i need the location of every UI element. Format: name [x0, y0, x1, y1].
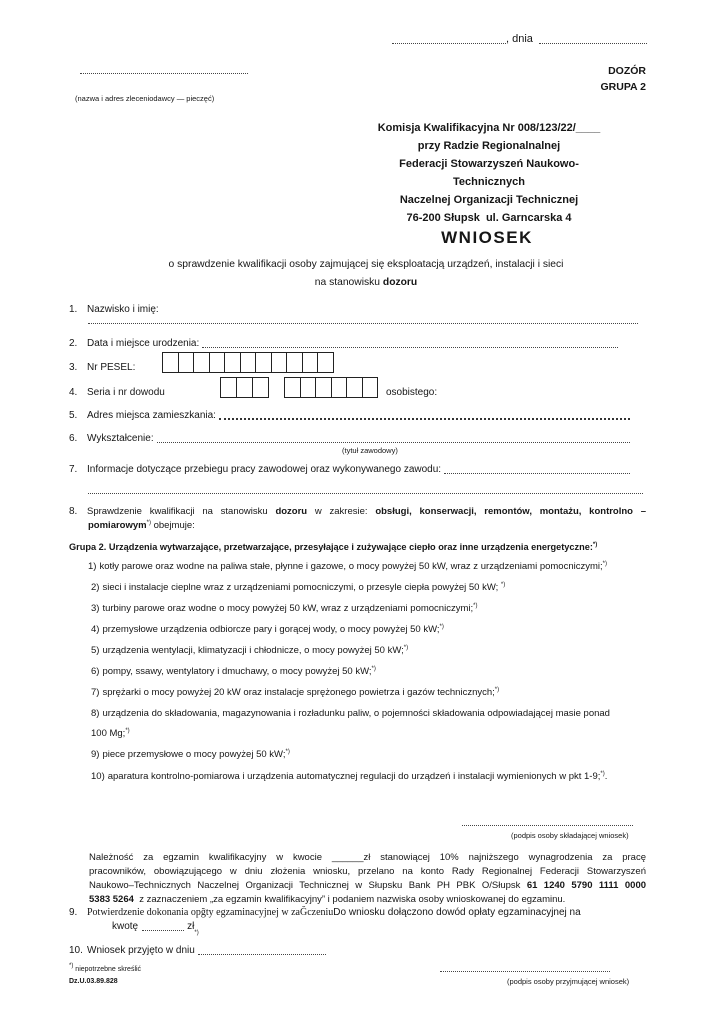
list-text: 100 Mg;	[91, 728, 126, 739]
field-name	[69, 304, 159, 316]
place-blank	[392, 43, 506, 44]
list-text: pompy, ssawy, wentylatory i dmuchawy, o mocy powyżej 50 kW;	[102, 666, 372, 677]
payment-line	[89, 852, 646, 864]
commission-address	[339, 119, 639, 227]
footnote-mark: *)	[285, 749, 290, 755]
list-item	[91, 582, 505, 594]
id-series-boxes	[220, 377, 269, 398]
field-number: 4.	[69, 387, 78, 398]
list-text: piece przemysłowe o mocy powyżej 50 kW;	[102, 749, 286, 760]
commission-line: przy Radzie Regionalnalnej	[417, 140, 561, 152]
date-label: , dnia	[506, 33, 533, 45]
list-tail: .	[604, 771, 608, 782]
footnote-mark: *)	[403, 645, 409, 651]
commission-line: Technicznych	[453, 176, 525, 188]
footnote-mark: *)	[439, 624, 444, 630]
received-date-blank	[198, 954, 326, 955]
field-work	[69, 464, 630, 476]
payment-text: Należność za egzamin kwalifikacyjny w kwocie ______zł stanowiącej 10% najniższego wynagrodzenia za pracę	[89, 852, 646, 863]
list-number: 7)	[91, 687, 100, 698]
list-item	[91, 603, 477, 615]
list-text: przemysłowe urządzenia odbiorcze pary i gorącej wody, o mocy powyżej 50 kW;	[102, 624, 440, 635]
pesel-box	[318, 353, 334, 372]
payment-line	[89, 866, 646, 878]
list-item	[91, 749, 290, 761]
confirmation	[69, 907, 581, 919]
receiver-signature-caption: (podpis osoby przyjmującej wniosek)	[507, 977, 630, 986]
list-item	[88, 561, 607, 573]
id-number-box	[347, 378, 363, 397]
pesel-box	[241, 353, 257, 372]
footnote-mark: *)	[371, 666, 376, 672]
field-label: Wniosek przyjęto w dniu	[87, 945, 195, 956]
list-text: sieci i instalacje cieplne wraz z urządzeniami pomocniczymi, o przesyle ciepła powyżej 50 kW;	[102, 582, 499, 593]
field-label: Nazwisko i imię:	[87, 304, 159, 315]
list-number: 5)	[91, 645, 100, 656]
pesel-box	[287, 353, 303, 372]
group-heading	[69, 541, 597, 553]
list-text: aparatura kontrolno-pomiarowa i urządzenia automatycznej regulacji do urządzeń i instalacji wymienionych w pkt 1-9;	[107, 771, 601, 782]
field-label: Adres miejsca zamieszkania:	[87, 410, 216, 421]
subtitle-line1: o sprawdzenie kwalifikacji osoby zajmującej się eksploatacją urządzeń, instalacji i sieci	[168, 259, 564, 270]
confirmation-amount: kwotę zł *)	[112, 921, 199, 936]
education-caption: (tytuł zawodowy)	[342, 446, 398, 455]
field-number: 2.	[69, 338, 78, 349]
bank-account: 61 1240 5790 1111 0000	[526, 880, 647, 891]
education-blank	[157, 442, 630, 443]
confirmation-serif-text: Potwierdzenie dokonania opğty egzaminacyjnej w zaĞczeniu	[87, 907, 334, 918]
commission-line: Federacji Stowarzyszeń Naukowo-	[399, 158, 579, 170]
address-blank	[219, 418, 630, 420]
list-number: 10)	[91, 771, 105, 782]
field-birth	[69, 338, 618, 350]
footnote-mark: *)	[494, 687, 500, 693]
work-blank	[444, 473, 630, 474]
name-blank	[88, 323, 638, 324]
receiver-signature-blank	[440, 971, 610, 972]
field-number: 3.	[69, 362, 78, 373]
list-number: 9)	[91, 749, 100, 760]
list-text: sprężarki o mocy powyżej 20 kW oraz instalacje sprężonego powietrza i gazów technicznych;	[102, 687, 495, 698]
date-blank	[539, 43, 647, 44]
field-id-card	[69, 387, 165, 399]
list-number: 8)	[91, 708, 100, 719]
pesel-box	[225, 353, 241, 372]
footnote-mark: *)	[600, 771, 605, 777]
id-series-box	[253, 378, 269, 397]
field-number: 6.	[69, 433, 78, 444]
supervision-label: DOZÓR	[608, 65, 646, 77]
list-number: 4)	[91, 624, 100, 635]
group-badge	[600, 63, 646, 95]
pesel-box	[272, 353, 288, 372]
field-pesel	[69, 362, 135, 374]
footnote-mark: *)	[473, 603, 478, 609]
scope-bold: obsługi, konserwacji, remontów, montażu, kontrolno –	[375, 506, 647, 517]
field-education	[69, 433, 630, 445]
field-label: Data i miejsce urodzenia:	[87, 338, 200, 349]
footnote-mark: *)	[125, 728, 130, 734]
list-item	[91, 645, 408, 657]
currency-label: zł	[187, 921, 195, 932]
pesel-box	[194, 353, 210, 372]
commission-line: Naczelnej Organizacji Technicznej	[399, 194, 579, 206]
id-number-box	[301, 378, 317, 397]
payment-text: z zaznaczeniem „za egzamin kwalifikacyjny” i podaniem nazwiska osoby wnioskowanej do egzaminu.	[139, 894, 566, 905]
footnote-mark: *)	[602, 561, 607, 567]
payment-text: Naukowo–Technicznych Naczelnej Organizacji Technicznej w Słupsku Bank PH PBK O/Słupsk	[89, 880, 521, 891]
footnote-mark: *)	[146, 520, 151, 526]
amount-label: kwotę	[112, 921, 139, 932]
id-number-box	[285, 378, 301, 397]
pesel-box	[256, 353, 272, 372]
list-text: turbiny parowe oraz wodne o mocy powyżej 50 kW, wraz z urządzeniami pomocniczymi;	[102, 603, 474, 614]
pesel-box	[210, 353, 226, 372]
payment-text: pracowników, obowiązującego w dniu złożenia wniosku, przelano na konto Rady Regionalnej Federacji Stowarzyszeń	[89, 866, 646, 877]
list-item	[91, 624, 444, 636]
list-number: 6)	[91, 666, 100, 677]
scope-text: obejmuje:	[153, 520, 195, 531]
field-number: 5.	[69, 410, 78, 421]
issuer-caption: (nazwa i adres zleceniodawcy — pieczęć)	[75, 94, 215, 103]
pesel-box	[179, 353, 195, 372]
field-number: 8.	[69, 506, 78, 517]
id-series-box	[221, 378, 237, 397]
date-line	[392, 33, 647, 46]
subtitle-text: na stanowisku	[314, 277, 381, 288]
id-number-box	[316, 378, 332, 397]
document-subtitle	[60, 256, 672, 292]
commission-line: 76-200 Słupsk ul. Garncarska 4	[406, 212, 572, 224]
document-title: WNIOSEK	[441, 228, 533, 247]
group-heading-text: Grupa 2. Urządzenia wytwarzające, przetwarzające, przesyłające i zużywające ciepło oraz inne urządzenia energetyczne:	[69, 542, 593, 552]
confirmation-text: Do wniosku dołączono dowód opłaty egzaminacyjnej na	[333, 907, 581, 918]
field-address	[69, 410, 630, 422]
id-number-box	[363, 378, 379, 397]
list-item	[91, 771, 607, 783]
field-label: Nr PESEL:	[87, 362, 136, 373]
scope-bold: dozoru	[275, 506, 308, 517]
field-number: 10.	[69, 945, 83, 956]
received-date	[69, 945, 326, 957]
list-item-continuation	[91, 728, 130, 740]
field-number: 9.	[69, 907, 78, 918]
payment-line	[89, 894, 565, 906]
footnote-text: niepotrzebne skreślić	[75, 966, 142, 973]
field-label: Informacje dotyczące przebiegu pracy zawodowej oraz wykonywanego zawodu:	[87, 464, 442, 475]
id-series-box	[237, 378, 253, 397]
payment-line	[89, 880, 646, 892]
footnote-mark: *)	[69, 963, 74, 969]
birth-blank	[202, 347, 618, 348]
list-item	[91, 708, 610, 720]
work-blank-line2	[88, 493, 643, 494]
legal-reference: Dz.U.03.89.828	[69, 978, 118, 985]
amount-blank	[142, 930, 184, 931]
applicant-signature-blank	[462, 825, 633, 826]
footnote-mark: *)	[500, 582, 506, 588]
field-number: 7.	[69, 464, 78, 475]
pesel-boxes	[162, 352, 334, 373]
list-text: urządzenia do składowania, magazynowania i rozładunku paliw, o pojemności składowania odpowiadającej masie ponad	[102, 708, 610, 719]
issuer-blank	[80, 73, 248, 74]
scope-line2	[88, 520, 195, 532]
subtitle-line2	[60, 274, 672, 292]
list-text: kotły parowe oraz wodne na paliwa stałe, płynne i gazowe, o mocy powyżej 50 kW, wraz z urządzeniami pomocniczymi;	[99, 561, 603, 572]
bank-account: 5383 5264	[89, 894, 134, 905]
footnote-mark: *)	[592, 542, 598, 548]
field-label: Seria i nr dowodu	[87, 387, 165, 398]
scope-text: Sprawdzenie kwalifikacji na stanowisku	[87, 506, 268, 517]
list-item	[91, 687, 499, 699]
footnote	[69, 965, 141, 974]
list-item	[91, 666, 376, 678]
list-number: 3)	[91, 603, 100, 614]
scope-bold: pomiarowym	[88, 520, 147, 531]
list-number: 2)	[91, 582, 100, 593]
id-number-box	[332, 378, 348, 397]
pesel-box	[303, 353, 319, 372]
group-label: GRUPA 2	[600, 81, 646, 93]
applicant-signature-caption: (podpis osoby składającej wniosek)	[511, 831, 629, 840]
pesel-box	[163, 353, 179, 372]
list-number: 1)	[88, 561, 97, 572]
scope-line1	[87, 506, 646, 518]
id-card-suffix: osobistego:	[386, 387, 438, 398]
id-number-boxes	[284, 377, 378, 398]
commission-line: Komisja Kwalifikacyjna Nr 008/123/22/____	[377, 122, 601, 134]
field-number: 1.	[69, 304, 78, 315]
field-label: Wykształcenie:	[87, 433, 154, 444]
scope-text: w zakresie:	[314, 506, 368, 517]
subtitle-bold: dozoru	[382, 277, 418, 288]
list-text: urządzenia wentylacji, klimatyzacji i chłodnicze, o mocy powyżej 50 kW;	[102, 645, 404, 656]
